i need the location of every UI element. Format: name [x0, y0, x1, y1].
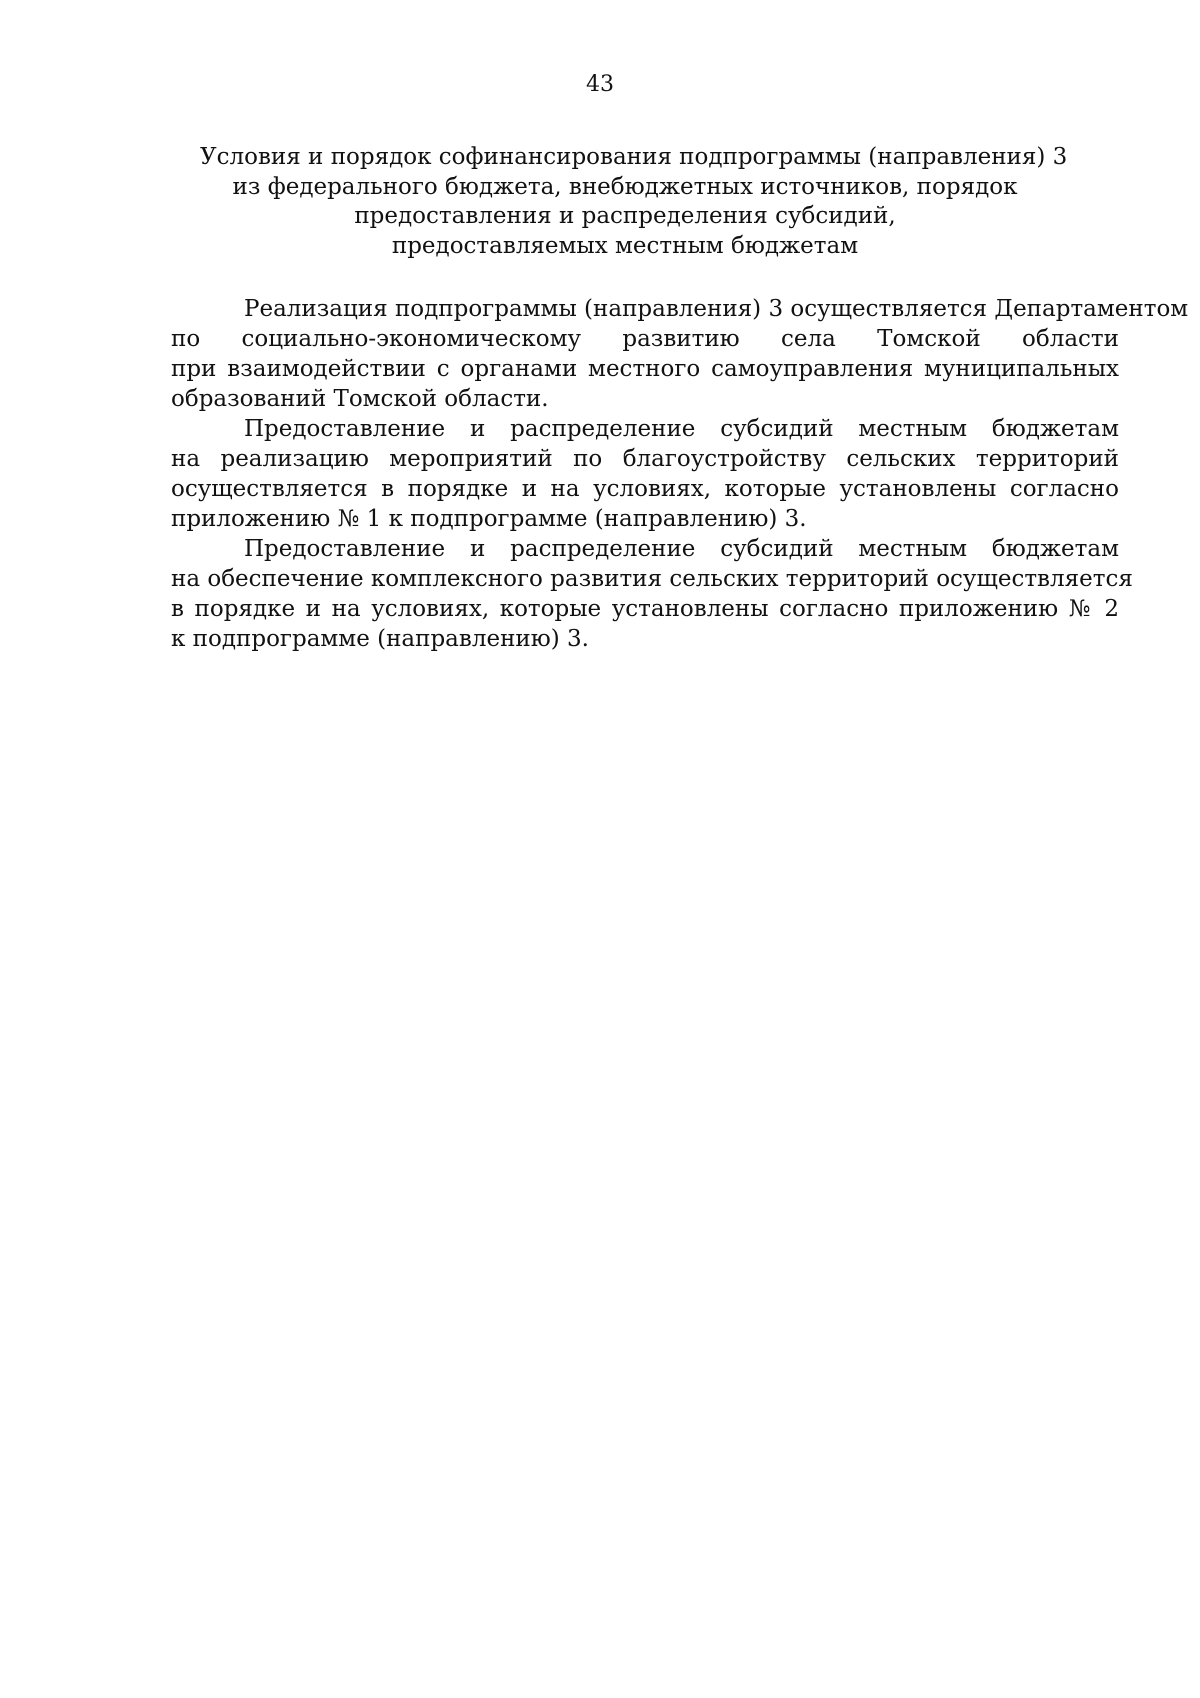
paragraph-line: осуществляется в порядке и на условиях, которые установлены согласно — [171, 476, 1119, 502]
heading-line: Условия и порядок софинансирования подпрограммы (направления) 3 — [200, 144, 1068, 170]
paragraph-line: Реализация подпрограммы (направления) 3 осуществляется Департаментом — [244, 296, 1189, 322]
body-text — [171, 294, 1189, 654]
heading-line: из федерального бюджета, внебюджетных источников, порядок — [232, 173, 1018, 200]
heading-line: предоставляемых местным бюджетам — [391, 232, 859, 259]
paragraph-line: приложению № 1 к подпрограмме (направлению) 3. — [171, 506, 807, 532]
paragraph-department — [171, 294, 1189, 414]
page-number: 43 — [586, 72, 614, 97]
paragraph-line: на обеспечение комплексного развития сельских территорий осуществляется — [171, 566, 1133, 592]
paragraph-line: к подпрограмме (направлению) 3. — [171, 626, 589, 652]
paragraph-line: в порядке и на условиях, которые установлены согласно приложению № 2 — [171, 596, 1119, 622]
heading-line: предоставления и распределения субсидий, — [354, 203, 896, 229]
paragraph-line: образований Томской области. — [171, 386, 549, 412]
section-heading — [200, 143, 1068, 261]
paragraph-line: на реализацию мероприятий по благоустройству сельских территорий — [171, 446, 1119, 472]
paragraph-subsidies-development — [171, 534, 1133, 654]
paragraph-line: Предоставление и распределение субсидий местным бюджетам — [244, 536, 1119, 562]
paragraph-line: Предоставление и распределение субсидий местным бюджетам — [244, 416, 1119, 442]
paragraph-subsidies-improvement — [171, 414, 1119, 534]
paragraph-line: по социально-экономическому развитию села Томской области — [171, 326, 1119, 352]
paragraph-line: при взаимодействии с органами местного самоуправления муниципальных — [171, 356, 1119, 382]
